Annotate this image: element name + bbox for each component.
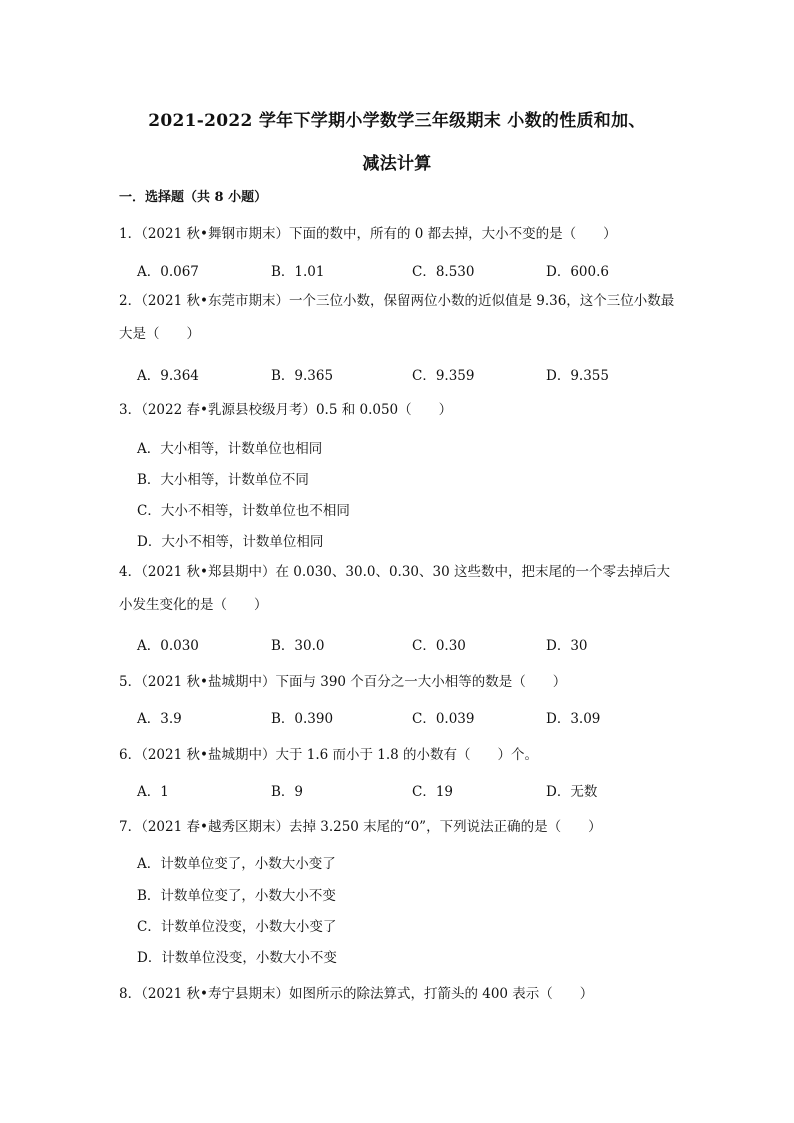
question-5-option-b: B．0.390: [271, 711, 334, 727]
question-4-option-d: D．30: [546, 638, 588, 654]
question-3-option-a: A．大小相等，计数单位也相同: [137, 441, 323, 457]
section-heading: 一．选择题（共 8 小题）: [119, 190, 268, 205]
question-6-option-d: D．无数: [546, 784, 598, 800]
question-5-option-d: D．3.09: [546, 711, 601, 727]
question-3-stem: 3．（2022 春•乳源县校级月考）0.5 和 0.050（ ）: [119, 402, 453, 418]
question-1-option-b: B．1.01: [271, 264, 325, 280]
question-5-stem: 5．（2021 秋•盐城期中）下面与 390 个百分之一大小相等的数是（ ）: [119, 674, 567, 690]
question-6-option-c: C．19: [412, 784, 454, 800]
question-6-stem: 6．（2021 秋•盐城期中）大于 1.6 而小于 1.8 的小数有（ ）个。: [119, 747, 539, 763]
document-title-line-1: 2021-2022 学年下学期小学数学三年级期末 小数的性质和加、: [148, 111, 646, 131]
question-4-stem: 4．（2021 秋•郑县期中）在 0.030、30.0、0.30、30 这些数中，把末尾的一个零去掉后大小发生变化的是（ ）: [119, 564, 670, 613]
question-7-stem: 7．（2021 春•越秀区期末）去掉 3.250 末尾的“0”，下列说法正确的是（ ）: [119, 819, 602, 835]
question-5-option-c: C．0.039: [412, 711, 475, 727]
question-1-option-a: A．0.067: [137, 264, 199, 280]
question-4-option-c: C．0.30: [412, 638, 466, 654]
question-2-option-a: A．9.364: [137, 368, 199, 384]
question-5-option-a: A．3.9: [137, 711, 182, 727]
question-3-option-c: C．大小不相等，计数单位也不相同: [137, 503, 350, 519]
question-7-option-a: A．计数单位变了，小数大小变了: [137, 856, 336, 872]
question-2-option-d: D．9.355: [546, 368, 609, 384]
question-6-option-b: B．9: [271, 784, 304, 800]
question-6-option-a: A．1: [137, 784, 169, 800]
question-1-stem: 1．（2021 秋•舞钢市期末）下面的数中，所有的 0 都去掉，大小不变的是（ ）: [119, 226, 617, 242]
question-1-option-d: D．600.6: [546, 264, 609, 280]
question-7-option-b: B．计数单位变了，小数大小不变: [137, 888, 336, 904]
question-2-option-b: B．9.365: [271, 368, 334, 384]
question-4-option-a: A．0.030: [137, 638, 199, 654]
question-2-stem: 2．（2021 秋•东莞市期末）一个三位小数，保留两位小数的近似值是 9.36，这个三位小数最大是（ ）: [119, 293, 675, 342]
question-7-option-d: D．计数单位没变，小数大小不变: [137, 950, 337, 966]
question-2-option-c: C．9.359: [412, 368, 475, 384]
question-4-option-b: B．30.0: [271, 638, 325, 654]
question-3-option-d: D．大小不相等，计数单位相同: [137, 534, 324, 550]
question-1-option-c: C．8.530: [412, 264, 475, 280]
document-title-line-2: 减法计算: [362, 154, 432, 174]
question-7-option-c: C．计数单位没变，小数大小变了: [137, 919, 337, 935]
question-3-option-b: B．大小相等，计数单位不同: [137, 472, 309, 488]
question-8-stem: 8．（2021 秋•寿宁县期末）如图所示的除法算式，打箭头的 400 表示（ ）: [119, 986, 594, 1002]
